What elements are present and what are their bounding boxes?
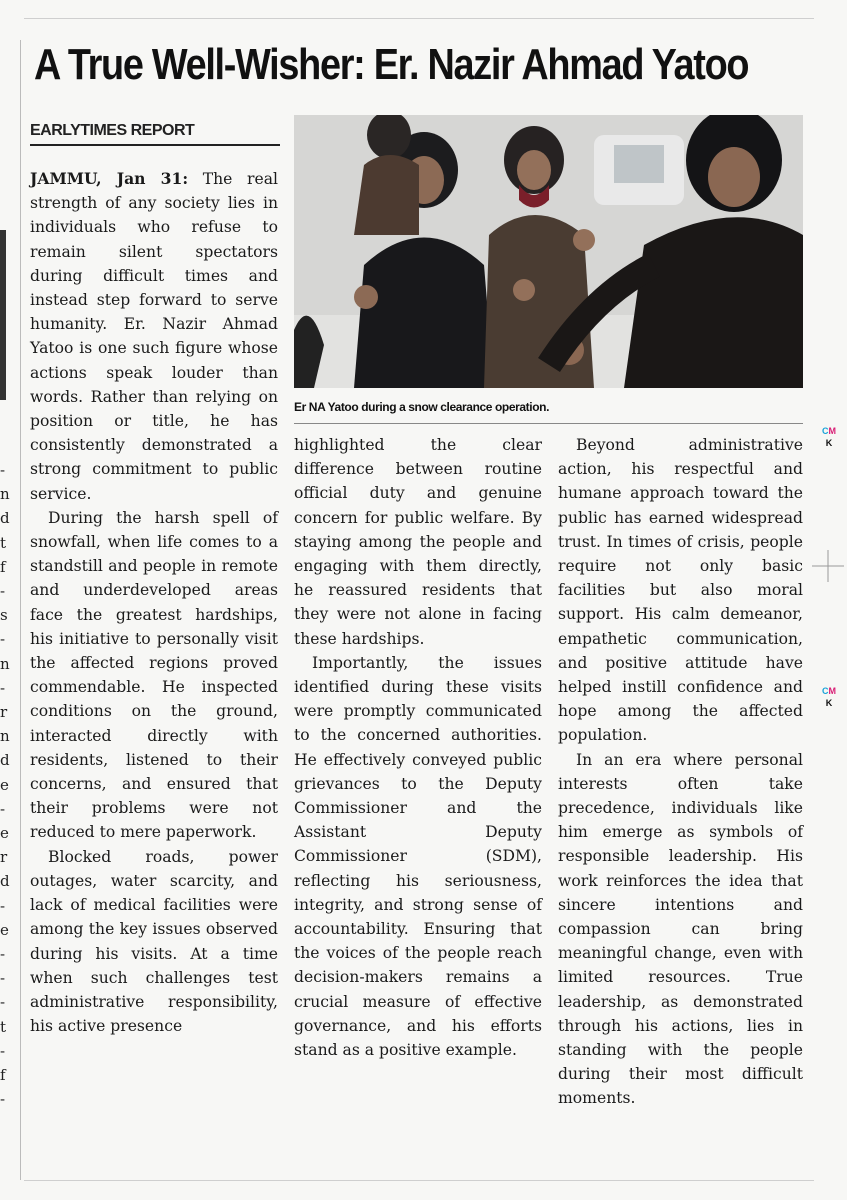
article-paragraph: Importantly, the issues identified during these visits were promptly communicated to the concerned authorities. He effectively conveyed public grievances to the Deputy Commissioner and the Assistant Deputy Commissioner (SDM), reflecting his seriousness, integrity, and strong sense of accountability. Ensuring that the voices of the people reach decision-makers remains a crucial measure of effective governance, and his efforts stand as a positive example. [294, 653, 542, 1060]
margin-fragment: e [0, 775, 9, 794]
margin-fragment: n [0, 485, 10, 504]
margin-fragment: - [0, 993, 6, 1012]
margin-fragment: f [0, 557, 6, 576]
reg-cyan: C [822, 426, 829, 436]
margin-fragment: n [0, 654, 10, 673]
margin-fragment: s [0, 606, 8, 625]
reg-magenta: M [828, 426, 836, 436]
registration-mark [818, 685, 840, 711]
reg-magenta: M [828, 686, 836, 696]
bottom-rule [24, 1180, 814, 1181]
margin-fragment: - [0, 1090, 6, 1109]
margin-fragment: e [0, 824, 9, 842]
margin-fragment: d [0, 509, 10, 528]
byline-rule [30, 144, 280, 146]
article-paragraph: highlighted the clear difference between routine official duty and genuine concern for public welfare. By staying among the people and engaging with them directly, he reassured residents that they were not alone in facing these hardships. [294, 436, 542, 648]
margin-fragment: - [0, 630, 6, 649]
dateline: JAMMU, Jan 31: [30, 169, 189, 188]
margin-fragment: - [0, 799, 6, 818]
margin-fragment: - [0, 1041, 6, 1060]
article-paragraph: In an era where personal interests often take precedence, individuals like him emerge as symbols of responsible leadership. His work reinforces the idea that sincere intentions and compassion can bring meaningful change, even with limited resources. True leadership, as demonstrated through his actions, lies in standing with the people during their most difficult moments. [558, 750, 803, 1108]
margin-fragment: r [0, 703, 8, 721]
headline: A True Well-Wisher: Er. Nazir Ahmad Yatoo [34, 40, 749, 89]
margin-fragment: e [0, 920, 9, 939]
margin-fragment: - [0, 582, 6, 600]
top-rule [24, 18, 814, 19]
margin-fragment: - [0, 969, 6, 988]
reg-black: K [825, 438, 833, 448]
article-paragraph: Blocked roads, power outages, water scarcity, and lack of medical facilities were among the key issues observed during his visits. At a time when such challenges test administrative responsibility, his active presence [30, 847, 278, 1036]
margin-fragment: - [0, 945, 6, 963]
margin-fragment: d [0, 872, 10, 891]
margin-fragment: t [0, 1017, 7, 1036]
margin-fragment: r [0, 848, 8, 867]
article-column-1 [30, 167, 278, 1038]
reg-black: K [825, 698, 833, 708]
photo-caption: Er NA Yatoo during a snow clearance operation. [294, 400, 549, 414]
margin-fragment: - [0, 461, 6, 479]
adjacent-photo-edge [0, 230, 6, 400]
margin-fragment: f [0, 1066, 6, 1084]
margin-fragment: d [0, 751, 10, 770]
news-photo [294, 115, 803, 388]
reg-cyan: C [822, 686, 829, 696]
article-paragraph: During the harsh spell of snowfall, when life comes to a standstill and people in remote and underdeveloped areas face the greatest hardships, his initiative to personally visit the affected regions proved commendable. He inspected conditions on the ground, interacted directly with residents, listened to their concerns, and ensured that their problems were not reduced to mere paperwork. [30, 508, 278, 842]
margin-fragment: n [0, 727, 10, 746]
article-paragraph [30, 167, 278, 506]
registration-mark [818, 425, 840, 451]
news-photo-illustration [294, 115, 803, 388]
article-paragraph: Beyond administrative action, his respectful and humane approach toward the public has earned widespread trust. In times of crisis, people require not only basic facilities but also moral support. His calm demeanor, empathetic communication, and positive attitude have helped instill confidence and hope among the affected population. [558, 436, 803, 745]
margin-fragment: - [0, 678, 6, 697]
margin-fragment: - [0, 896, 6, 915]
byline: EARLYTIMES REPORT [30, 122, 195, 139]
article-column-3 [558, 433, 803, 1111]
gutter-rule [20, 40, 21, 1180]
crosshair-icon [812, 550, 844, 582]
paragraph-text: The real strength of any society lies in individuals who refuse to remain silent spectators during difficult times and instead step forward to serve humanity. Er. Nazir Ahmad Yatoo is one such figure whose actions speak louder than words. Rather than relying on position or title, he has consistently demonstrated a strong commitment to public service. [30, 170, 278, 503]
margin-fragment: t [0, 533, 7, 552]
caption-rule [294, 423, 803, 424]
article-column-2 [294, 433, 542, 1062]
